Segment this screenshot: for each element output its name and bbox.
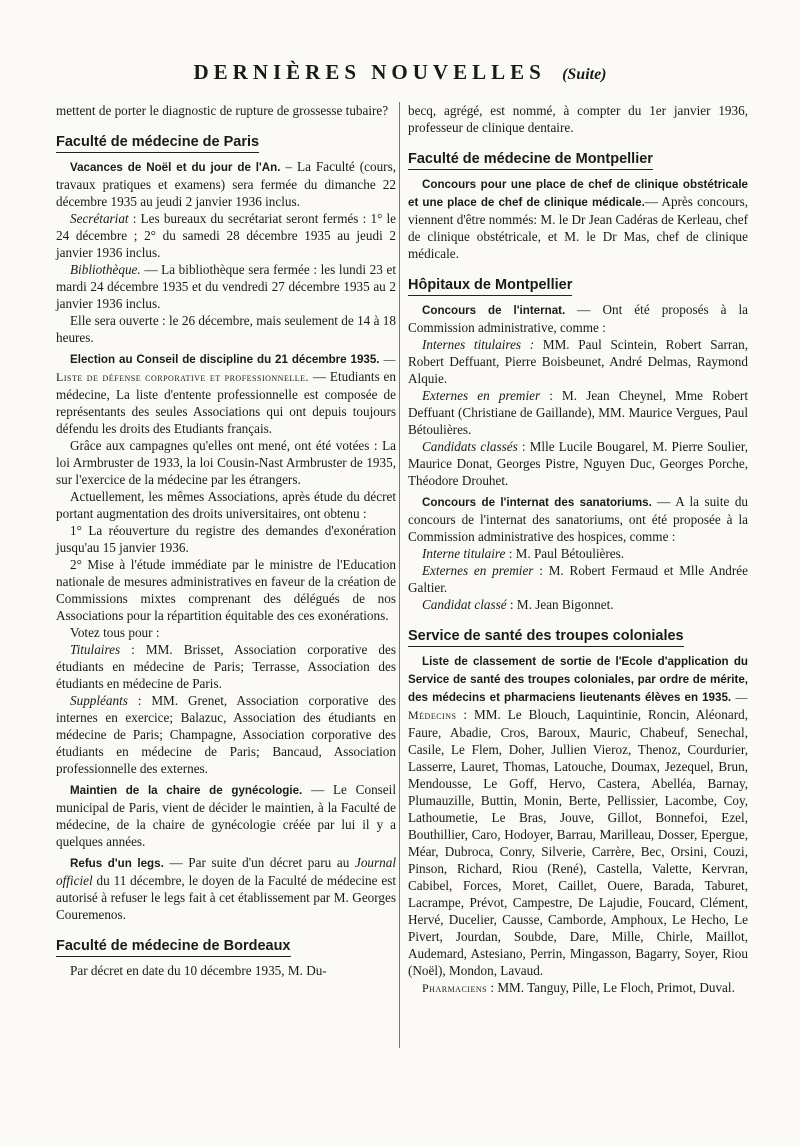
- paragraph: [408, 652, 748, 979]
- paragraph: [408, 545, 748, 562]
- paragraph: [56, 158, 396, 210]
- paragraph: Actuellement, les mêmes Associations, après étude du décret portant augmentation des droits universitaires, ont obtenu :: [56, 489, 396, 521]
- paragraph: [408, 438, 748, 489]
- paragraph: [56, 692, 396, 777]
- section-title-colonial-health: Service de santé des troupes coloniales: [408, 627, 684, 647]
- paragraph-text: – La Faculté (cours, travaux pratiques et examens) sera fermée du dimanche 22 décembre 1935 au jeudi 2 janvier 1936 inclus.: [56, 159, 396, 209]
- right-column: [408, 102, 748, 997]
- left-column: [56, 102, 396, 979]
- paragraph-text: : Mlle Lucile Bougarel, M. Pierre Soulier, Maurice Donat, Georges Pistre, Nguyen Duc, Georges Porche, Théodore Drouhet.: [408, 439, 748, 488]
- paragraph-lead: Election au Conseil de discipline du 21 décembre 1935.: [70, 353, 380, 366]
- paragraph-smallcaps: — Médecins: [408, 690, 748, 722]
- paragraph: [408, 596, 748, 613]
- paragraph: [408, 387, 748, 438]
- paragraph: Par décret en date du 10 décembre 1935, M. Du-: [70, 963, 327, 978]
- paragraph-lead: Concours pour une place de chef de clinique obstétricale et une place de chef de clinique médicale.: [408, 178, 748, 209]
- paragraph-lead: Secrétariat: [70, 211, 129, 226]
- paragraph-lead: Interne titulaire: [422, 546, 506, 561]
- paragraph-text: : M. Paul Bétoulières.: [505, 546, 625, 561]
- paragraph-lead: Externes en premier: [422, 563, 534, 578]
- paragraph-text: : Les bureaux du secrétariat seront fermés : 1° le 24 décembre ; 2° du samedi 28 décembre 1935 au jeudi 2 janvier 1936 inclus.: [56, 211, 396, 260]
- paragraph-text: : MM. Le Blouch, Laquintinie, Roncin, Aléonard, Faure, Abadie, Cros, Baroux, Mauric, Chabeuf, Senechal, Casile, Le Flem, Doher, Jullien Vieroz, Thenoz, Courdurier, Lasserre, Lauret, Thomas, Latouche, Doumax, Jezequel, Brun, Mendousse, Le Goff, Hervo, Castera, Abelléa, Barnay, Plumauzille, Buttin, Monin, Berte, Pellissier, Lacombe, Coy, Lathoumetie, Le Bras, Jouve, Gillot, Bonnefoi, Ezel, Bouthillier, Caro, Hodoyer, Barrau, Marilleau, Dosser, Epergue, Méar, Dubroca, Conry, Silverie, Carrère, Bec, Orsini, Couzi, Pinson, Richard, Riou (René), Castella, Valette, Kervran, Cabibel, Forces, Moret, Caillet, Ouere, Barada, Taburet, Lacrampe, Prévot, Campestre, De Lajudie, Foucard, Clément, Hervé, Ducelier, Causse, Camborde, Amphoux, Le Hecho, Le Pivert, Jourdan, Soubde, Dare, Mille, Chirle, Maillot, Audemard, Astesiano, Perrin, Mingasson, Bagarry, Soyer, Riou (Noël), Mondon, Lavaud.: [408, 707, 748, 978]
- paragraph: Votez tous pour :: [70, 625, 160, 640]
- paragraph-lead: Concours de l'internat.: [422, 304, 566, 317]
- paragraph: [56, 641, 396, 692]
- paragraph-text: : MM. Tanguy, Pille, Le Floch, Primot, Duval.: [487, 980, 735, 995]
- paragraph: [56, 261, 396, 312]
- paragraph-lead: Maintien de la chaire de gynécologie.: [70, 784, 303, 797]
- paragraph: 2° Mise à l'étude immédiate par le ministre de l'Education nationale de mesures administratives en faveur de la création de Commissions mixtes comprenant des délégués de nos Associations pour la répartition équitable des ces exonérations.: [56, 557, 396, 623]
- paragraph-italic: Journal officiel: [56, 855, 396, 888]
- paragraph: Grâce aux campagnes qu'elles ont mené, ont été votées : La loi Armbruster de 1933, la loi Cousin-Nast Armbruster de 1935, sur l'exercice de la médecine par les étrangers.: [56, 438, 396, 487]
- paragraph-text: — Ont été proposés à la Commission administrative, comme :: [408, 302, 749, 335]
- paragraph-text: — Le Conseil municipal de Paris, vient de décider le maintien, à la Faculté de médecine, de la chaire de gynécologie créée par lui il y a quelques années.: [56, 782, 396, 849]
- page-header: [0, 60, 800, 85]
- paragraph: [408, 562, 748, 596]
- paragraph-text: — A la suite du concours de l'internat des sanatoriums, ont été proposée à la Commission administrative des hospices, comme :: [408, 494, 749, 544]
- paragraph-text: — Par suite d'un décret paru au: [163, 855, 355, 870]
- paragraph-lead: Suppléants: [70, 693, 128, 708]
- left-intro: mettent de porter le diagnostic de rupture de grossesse tubaire?: [56, 103, 389, 118]
- paragraph: [408, 301, 748, 336]
- paragraph: [56, 350, 396, 437]
- paragraph-text: : M. Jean Cheynel, Mme Robert Deffuant (Christiane de Gaillande), MM. Maurice Vergues, Paul Bétoulières.: [408, 388, 748, 437]
- right-intro: becq, agrégé, est nommé, à compter du 1er janvier 1936, professeur de clinique dentaire.: [408, 103, 748, 135]
- paragraph: [56, 781, 396, 850]
- paragraph-lead: Refus d'un legs.: [70, 857, 164, 870]
- section-title-montpellier-faculty: Faculté de médecine de Montpellier: [408, 150, 653, 170]
- paragraph-text: : M. Jean Bigonnet.: [506, 597, 614, 612]
- paragraph-lead: Bibliothèque.: [70, 262, 141, 277]
- paragraph: 1° La réouverture du registre des demandes d'exonération jusqu'au 15 janvier 1936.: [56, 523, 396, 555]
- paragraph: [408, 979, 748, 997]
- paragraph-text: : MM. Grenet, Association corporative des internes en exercice; Balazuc, Association des étudiants en médecine de Paris; Champagne, Association corporative des étudiants en médecine de Paris; Bancaud, Association professionnelle des externes.: [56, 693, 396, 776]
- paragraph-text: — Etudiants en médecine, La liste d'entente professionnelle est composée de représentants des seules Associations qui ont depuis toujours défendu les droits des Etudiants français.: [56, 369, 396, 436]
- paragraph-lead: Liste de classement de sortie de l'Ecole d'application du Service de santé des troupes coloniales, par ordre de mérite, des médecins et pharmaciens lieutenants élèves en 1935.: [408, 655, 748, 704]
- paragraph-text: MM. Paul Scintein, Robert Sarran, Robert Deffuant, Pierre Boisbeunet, André Delmas, Raymond Alquie.: [408, 337, 748, 386]
- paragraph-text: : MM. Brisset, Association corporative des étudiants en médecine de Paris; Terrasse, Association des étudiants en médecine de Paris.: [56, 642, 396, 691]
- column-divider: [399, 102, 400, 1048]
- paragraph-text: : M. Robert Fermaud et Mlle Andrée Galtier.: [408, 563, 748, 595]
- section-title-montpellier-hospitals: Hôpitaux de Montpellier: [408, 276, 572, 296]
- paragraph-lead: Externes en premier: [422, 388, 541, 403]
- paragraph-lead: Vacances de Noël et du jour de l'An.: [70, 161, 281, 174]
- paragraph: [408, 175, 748, 262]
- paragraph-text: — La bibliothèque sera fermée : les lundi 23 et mardi 24 décembre 1935 et du vendredi 27 décembre 1935 au 2 janvier 1936 inclus.: [56, 262, 396, 311]
- header-suite: (Suite): [562, 66, 607, 83]
- paragraph-text: — Après concours, viennent d'être nommés: M. le Dr Jean Cadéras de Kerleau, chef de clinique obstétricale, et M. le Dr Mas, chef de clinique médicale.: [408, 194, 748, 261]
- paragraph-text: du 11 décembre, le doyen de la Faculté de médecine est autorisé à refuser le legs fait à cet établissement par M. Georges Couremenos.: [56, 873, 396, 922]
- header-title: DERNIÈRES NOUVELLES: [193, 60, 546, 84]
- paragraph-lead: Candidats classés: [422, 439, 518, 454]
- paragraph: [56, 210, 396, 261]
- paragraph: [408, 493, 748, 545]
- paragraph: [408, 336, 748, 387]
- paragraph: [56, 854, 396, 923]
- paragraph-lead: Titulaires: [70, 642, 121, 657]
- paragraph: Elle sera ouverte : le 26 décembre, mais seulement de 14 à 18 heures.: [56, 313, 396, 345]
- section-title-paris: Faculté de médecine de Paris: [56, 133, 259, 153]
- paragraph-smallcaps: — Liste de défense corporative et professionnelle.: [56, 352, 397, 384]
- section-title-bordeaux: Faculté de médecine de Bordeaux: [56, 937, 291, 957]
- paragraph-lead: Candidat classé: [422, 597, 507, 612]
- paragraph-lead: Concours de l'internat des sanatoriums.: [422, 496, 652, 509]
- paragraph-smallcaps: Pharmaciens: [422, 981, 488, 995]
- paragraph-lead: Internes titulaires :: [422, 337, 535, 352]
